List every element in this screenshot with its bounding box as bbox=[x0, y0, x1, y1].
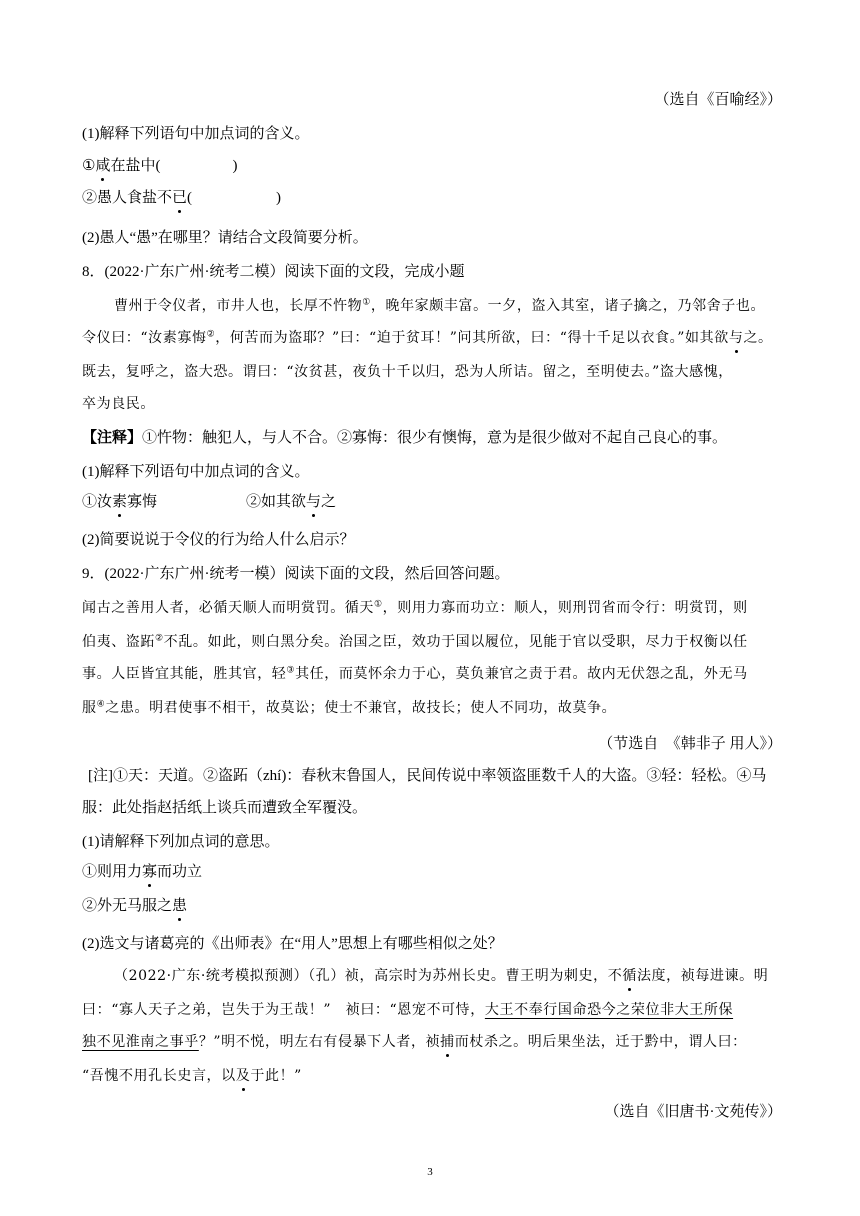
annotation: 服：此处指赵括纸上谈兵而遭致全军覆没。 bbox=[82, 800, 368, 816]
dotted-word: 循 bbox=[622, 968, 637, 984]
passage-line: 伯夷、盗跖②不乱。如此，则白黑分矣。治国之臣，效功于国以履位，见能于官以受职，尽力于权衡以任 bbox=[82, 633, 748, 650]
question-title: 8．(2022·广东广州·统考二模）阅读下面的文段，完成小题 bbox=[82, 264, 465, 280]
passage-line: 服④之患。明君使事不相干，故莫讼；使士不兼官，故技长；使人不同功，故莫争。 bbox=[82, 699, 617, 716]
sub-question: ①汝素寡悔 bbox=[82, 494, 158, 510]
passage-line: 曹州于令仪者，市井人也，长厚不忤物①，晚年家颇丰富。一夕，盗入其室，诸子擒之，乃邻舍子也。 bbox=[114, 297, 766, 314]
question-text: (2)愚人“愚”在哪里？请结合文段简要分析。 bbox=[82, 230, 368, 246]
underlined-sentence: 独不见淮南之事乎 bbox=[82, 1034, 199, 1050]
question-text: (1)解释下列语句中加点词的含义。 bbox=[82, 126, 310, 142]
dotted-word: 及 bbox=[235, 1068, 251, 1084]
page-number: 3 bbox=[427, 1166, 433, 1178]
question-title: 9．(2022·广东广州·统考一模）阅读下面的文段，然后回答问题。 bbox=[82, 566, 510, 582]
dotted-word: 与 bbox=[306, 494, 322, 510]
annotation: [注]①天：天道。②盗跖（zhí)：春秋末鲁国人，民间传说中率领盗匪数千人的大盗。③轻：轻松。④马 bbox=[88, 768, 767, 784]
passage-line: 独不见淮南之事乎？”明不悦，明左右有侵暴下人者，祯捕而杖杀之。明后果坐法，迁于黔中，谓人曰： bbox=[82, 1034, 747, 1050]
dotted-word: 素 bbox=[112, 494, 128, 510]
dotted-word: 与 bbox=[728, 330, 744, 346]
sub-question: ②愚人食盐不已( ) bbox=[82, 190, 282, 206]
passage-line: 曰：“寡人天子之弟，岂失于为王哉！” 祯曰：“恩宠不可恃，大王不奉行国命恐今之荣位非大王所保 bbox=[82, 1002, 734, 1018]
sub-question: ①咸在盐中( ) bbox=[82, 158, 238, 174]
dotted-word: 咸 bbox=[95, 158, 111, 174]
question-text: (2)简要说说于令仪的行为给人什么启示？ bbox=[82, 532, 355, 548]
passage-line: “吾愧不用孔长史言，以及于此！” bbox=[82, 1068, 302, 1084]
dotted-word: 寡 bbox=[142, 864, 158, 880]
passage-line: 闻古之善用人者，必循天顺人而明赏罚。循天①，则用力寡而功立：顺人，则刑罚省而令行：明赏罚，则 bbox=[82, 599, 748, 616]
passage-line: （2022·广东·统考模拟预测）（孔）祯，高宗时为苏州长史。曹王明为刺史，不循法度，祯每进谏。明 bbox=[114, 968, 769, 984]
dotted-word: 患 bbox=[172, 898, 188, 914]
question-text: (2)选文与诸葛亮的《出师表》在“用人”思想上有哪些相似之处？ bbox=[82, 936, 503, 952]
source-citation: （选自《旧唐书·文苑传》） bbox=[604, 1104, 782, 1120]
sub-question: ②外无马服之患 bbox=[82, 898, 188, 914]
sub-question: ①则用力寡而功立 bbox=[82, 864, 203, 880]
sub-question: ②如其欲与之 bbox=[246, 494, 337, 510]
annotation: 【注释】①忤物：触犯人，与人不合。②寡悔：很少有懊悔，意为是很少做对不起自己良心的事。 bbox=[82, 430, 728, 446]
source-citation: （节选自 《韩非子 用人》） bbox=[598, 736, 782, 752]
passage-line: 事。人臣皆宜其能，胜其官，轻③其任，而莫怀余力于心，莫负兼官之责于君。故内无伏怨之乱，外无马 bbox=[82, 665, 748, 682]
dotted-word: 已 bbox=[172, 190, 188, 206]
passage-line: 令仪曰：“汝素寡悔②，何苦而为盗耶？”曰：“迫于贫耳！”问其所欲，曰：“得十千足以衣食。”如其欲与之。 bbox=[82, 329, 773, 346]
question-text: (1)解释下列语句中加点词的含义。 bbox=[82, 464, 310, 480]
underlined-sentence: 大王不奉行国命恐今之荣位非大王所保 bbox=[484, 1002, 734, 1018]
question-text: (1)请解释下列加点词的意思。 bbox=[82, 834, 280, 850]
source-citation: （选自《百喻经》） bbox=[654, 92, 782, 108]
dotted-word: 捕 bbox=[440, 1034, 455, 1050]
passage-line: 既去，复呼之，盗大恐。谓曰：“汝贫甚，夜负十千以归，恐为人所诘。留之，至明使去。”盗大感愧， bbox=[82, 364, 733, 380]
passage-line: 卒为良民。 bbox=[82, 396, 155, 412]
